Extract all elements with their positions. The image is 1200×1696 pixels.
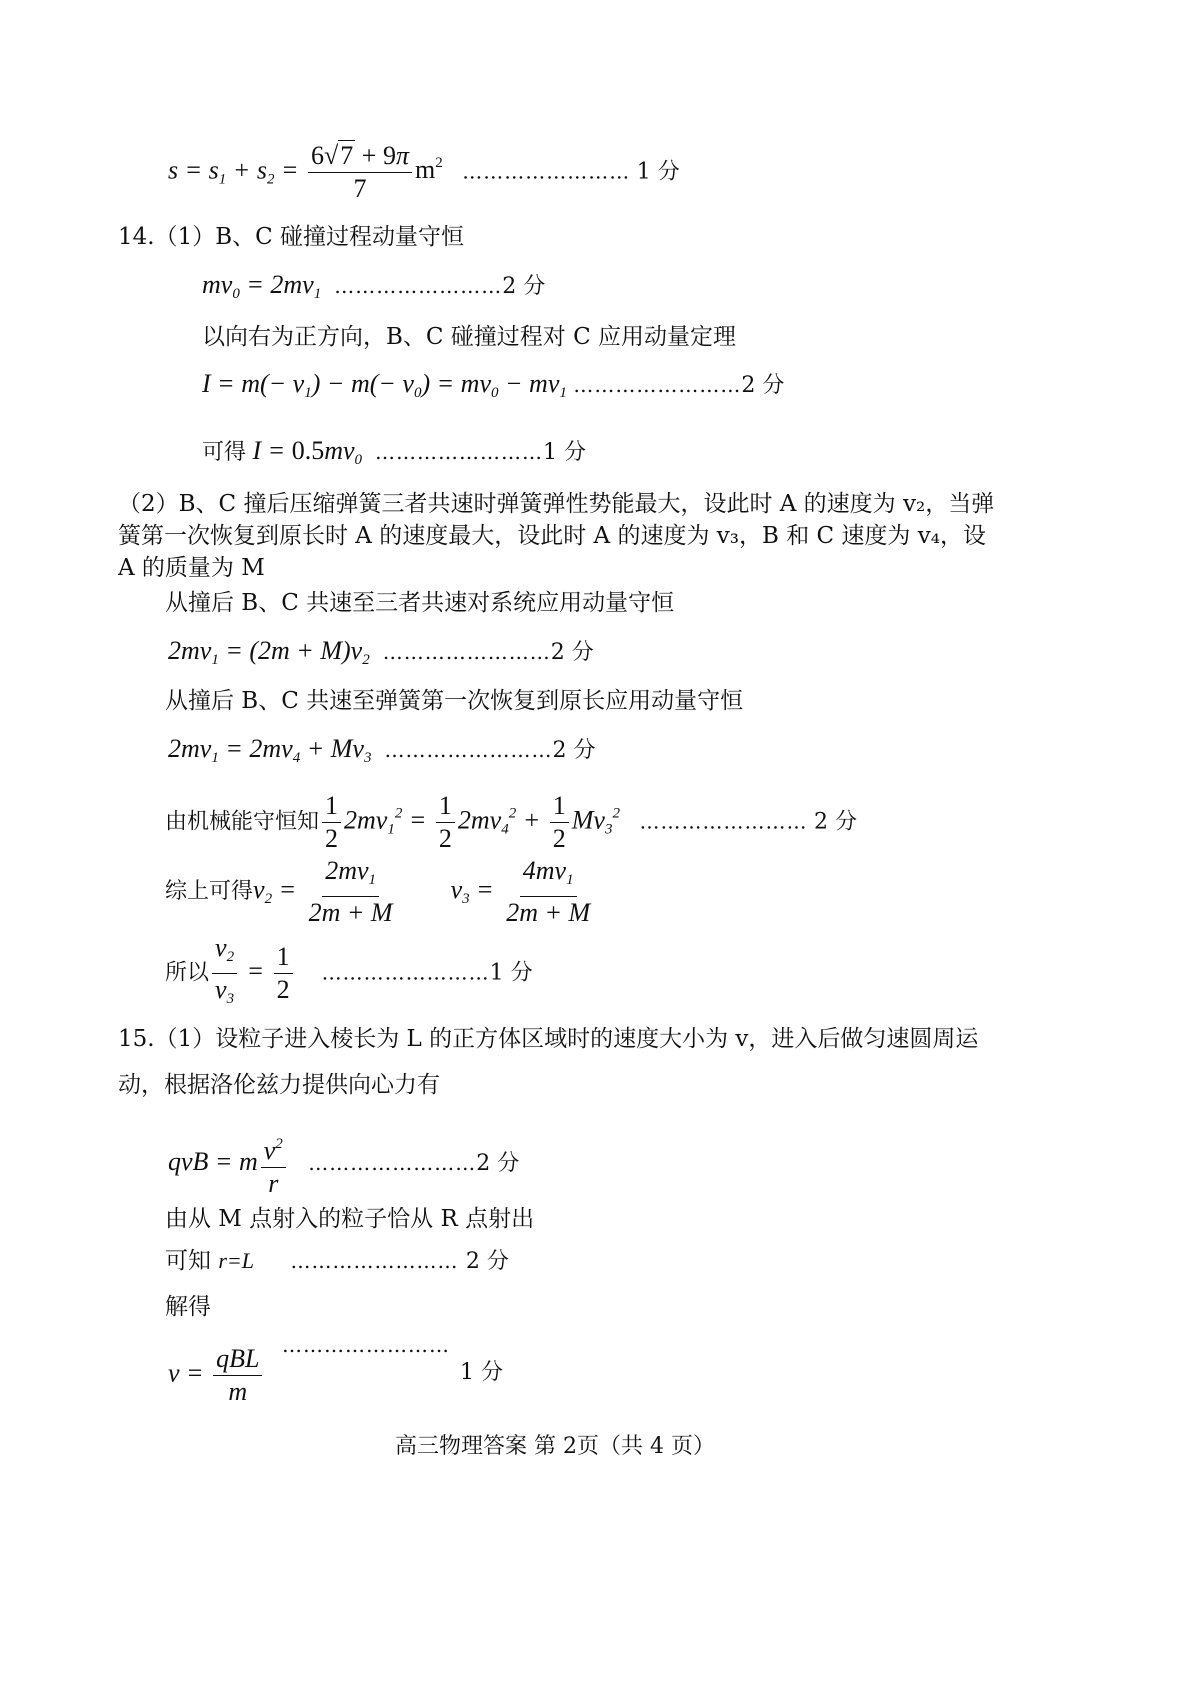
equation-momentum: $mv_0 = 2mv_1$ ……………………2 分 (202, 270, 546, 302)
score: 2 分 (476, 1150, 520, 1176)
q14-text2: 以向右为正方向，B、C 碰撞过程对 C 应用动量定理 (202, 324, 737, 350)
text3-prefix: 可知 (165, 1248, 211, 1274)
result-prefix: 可得 (202, 440, 247, 465)
so-prefix: 所以 (165, 960, 210, 986)
score: 1 分 (636, 159, 680, 185)
q14-part1-label: 14.（1）B、C 碰撞过程动量守恒 (118, 224, 465, 250)
combine-prefix: 综上可得 (165, 878, 254, 904)
q14-text-p2b: 从撞后 B、C 共速至弹簧第一次恢复到原长应用动量守恒 (165, 688, 744, 714)
q15-text4: 解得 (165, 1294, 211, 1320)
q15-part1-text: 15.（1）设粒子进入棱长为 L 的正方体区域时的速度大小为 v，进入后做匀速圆周运动，根据洛伦兹力提供向心力有 (118, 1026, 979, 1098)
score: 2 分 (502, 274, 546, 299)
equation-combined: 综上可得$v_2$ = $\frac{2mv_1}{2m + M}$ $v_3$ = $\frac{4mv_1}{2m + M}$ (165, 856, 591, 927)
dots-line: …………………… (282, 1333, 450, 1357)
score: 2 分 (813, 809, 857, 835)
equation-momentum-restore: $2mv_1 = 2mv_4 + Mv_3$ ……………………2 分 (168, 734, 596, 766)
equation-ratio: 所以 $\frac{v_2}{v_3}$ = $\frac{1}{2}$ ……………………1 分 (165, 933, 533, 1007)
q15-text2: 由从 M 点射入的粒子恰从 R 点射出 (165, 1206, 535, 1232)
page-footer: 高三物理答案 第 2页（共 4 页） (395, 1434, 715, 1459)
equation-velocity: v = $\frac{\text{qBL}}{m}$ (168, 1343, 265, 1408)
score: 2 分 (465, 1249, 509, 1274)
score: 1 分 (489, 960, 533, 986)
equation-impulse-result: 可得 $I = 0.5mv_0$ ……………………1 分 (202, 436, 587, 468)
score: 2 分 (550, 640, 594, 665)
equation-momentum-system: $2mv_1 = (2m + M)v_2$ ……………………2 分 (168, 636, 594, 668)
equation-energy: 由机械能守恒知 $\frac{1}{2}$ $2mv_1^2$ = $\frac{1}{2}$ $2mv_4^2$ + $\frac{1}{2}$ $Mv_3^2$ …………………… 2 分 (165, 791, 857, 853)
equation-lorentz: qvB = m $\frac{v^2}{r}$ ……………………2 分 (168, 1128, 519, 1200)
score: 2 分 (741, 373, 785, 398)
score: 1 分 (543, 440, 587, 465)
equation-impulse: $I = m(- v_1) - m(- v_0) = mv_0 - mv_1$ ……………………2 分 (202, 369, 785, 401)
energy-prefix: 由机械能守恒知 (165, 809, 320, 835)
text3-math: r=L (218, 1248, 254, 1273)
q14-text-p2a: 从撞后 B、C 共速至三者共速对系统应用动量守恒 (165, 590, 675, 616)
score: 1 分 (460, 1360, 503, 1385)
equation-area: $s = s_1 + s_2$ = $\frac{6√7 + 9\pi}{7}$ $m^2$ …………………… 1 分 (168, 141, 680, 203)
q15-text3: 可知 r=L …………………… 2 分 (165, 1248, 509, 1274)
q14-part2-text: （2）B、C 撞后压缩弹簧三者共速时弹簧弹性势能最大，设此时 A 的速度为 v₂，当弹簧第一次恢复到原长时 A 的速度最大，设此时 A 的速度为 v₃，B 和 C 速度为 v₄，设 A 的质量为 M (118, 491, 995, 581)
score: 2 分 (552, 738, 596, 763)
